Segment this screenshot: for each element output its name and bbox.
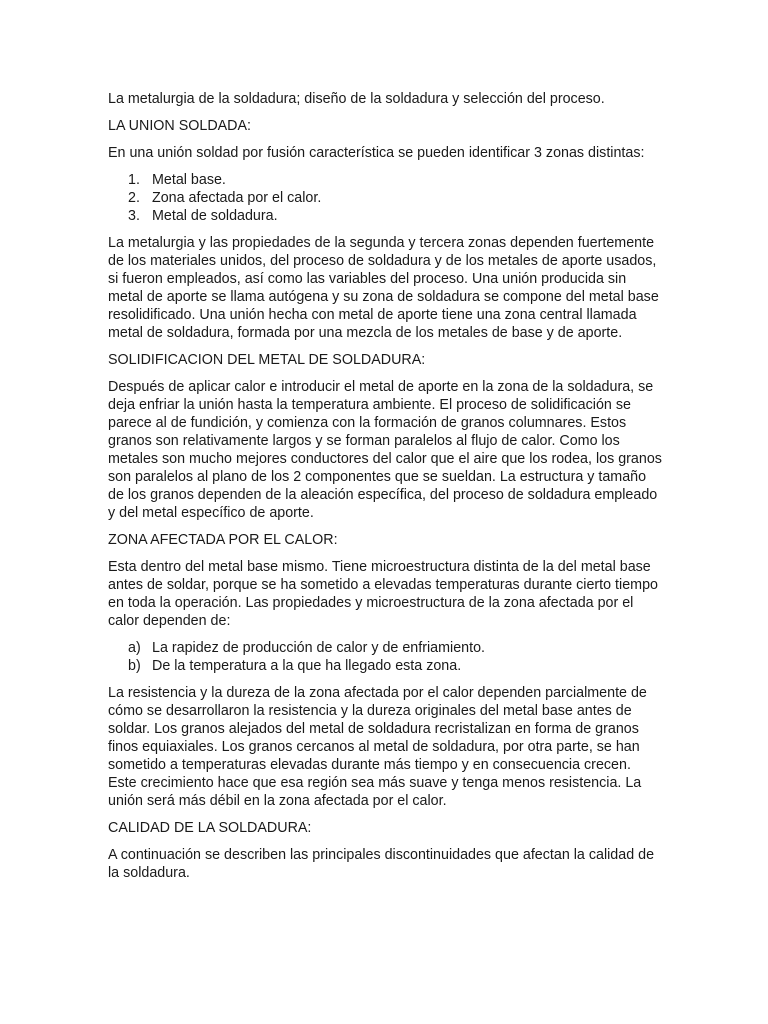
body-paragraph: Después de aplicar calor e introducir el metal de aporte en la zona de la soldadura, se deja enfriar la unión hasta la temperatura ambiente. El proceso de solidificación se parece al de fundición, y comienza con la formación de granos columnares. Estos granos son relativamente largos y se forman paralelos al flujo de calor. Como los metales son mucho mejores conductores del calor que el aire que los rodea, los granos son paralelos al plano de los 2 componentes que se sueldan. La estructura y tamaño de los granos dependen de la aleación específica, del proceso de soldadura empleado y del metal específico de aporte. (108, 379, 662, 521)
list-marker: a) (128, 640, 141, 656)
document-page (108, 90, 663, 891)
list-marker: b) (128, 658, 141, 674)
list-marker: 1. (128, 172, 140, 188)
list-item (108, 657, 663, 675)
list-item (108, 639, 663, 657)
section-intro-paragraph: Esta dentro del metal base mismo. Tiene microestructura distinta de la del metal base antes de soldar, porque se ha sometido a elevadas temperaturas durante cierto tiempo en toda la operación. Las propiedades y microestructura de la zona afectada por el calor dependen de: (108, 559, 658, 629)
list-marker: 2. (128, 190, 140, 206)
list-item (108, 189, 663, 207)
list-item-text: De la temperatura a la que ha llegado esta zona. (152, 658, 462, 674)
document-title: La metalurgia de la soldadura; diseño de la soldadura y selección del proceso. (108, 91, 605, 107)
body-paragraph: La metalurgia y las propiedades de la segunda y tercera zonas dependen fuertemente de los materiales unidos, del proceso de soldadura y de los metales de aporte usados, si fueron empleados, así como las variables del proceso. Una unión producida sin metal de aporte se llama autógena y su zona de soldadura se compone del metal base resolidificado. Una unión hecha con metal de aporte tiene una zona central llamada metal de soldadura, formada por una mezcla de los metales de base y de aporte. (108, 235, 659, 341)
list-item-text: La rapidez de producción de calor y de enfriamiento. (152, 640, 486, 656)
list-item-text: Metal de soldadura. (152, 208, 278, 224)
zones-list (108, 171, 663, 225)
list-item-text: Zona afectada por el calor. (152, 190, 322, 206)
list-item-text: Metal base. (152, 172, 226, 188)
section-intro-paragraph: En una unión soldad por fusión característica se pueden identificar 3 zonas distintas: (108, 145, 645, 161)
list-item (108, 171, 663, 189)
body-paragraph: La resistencia y la dureza de la zona afectada por el calor dependen parcialmente de cómo se desarrollaron la resistencia y la dureza originales del metal base antes de soldar. Los granos alejados del metal de soldadura recristalizan en forma de granos finos equiaxiales. Los granos cercanos al metal de soldadura, por otra parte, se han sometido a temperaturas elevadas durante más tiempo y en consecuencia crecen. Este crecimiento hace que esa región sea más suave y tenga menos resistencia. La unión será más débil en la zona afectada por el calor. (108, 685, 647, 809)
body-paragraph: A continuación se describen las principales discontinuidades que afectan la calidad de la soldadura. (108, 847, 655, 881)
factors-list (108, 639, 663, 675)
list-item (108, 207, 663, 225)
section-heading-solidificacion: SOLIDIFICACION DEL METAL DE SOLDADURA: (108, 352, 426, 368)
section-heading-zona-afectada: ZONA AFECTADA POR EL CALOR: (108, 532, 338, 548)
list-marker: 3. (128, 208, 140, 224)
section-heading-calidad: CALIDAD DE LA SOLDADURA: (108, 820, 312, 836)
section-heading-union-soldada: LA UNION SOLDADA: (108, 118, 252, 134)
